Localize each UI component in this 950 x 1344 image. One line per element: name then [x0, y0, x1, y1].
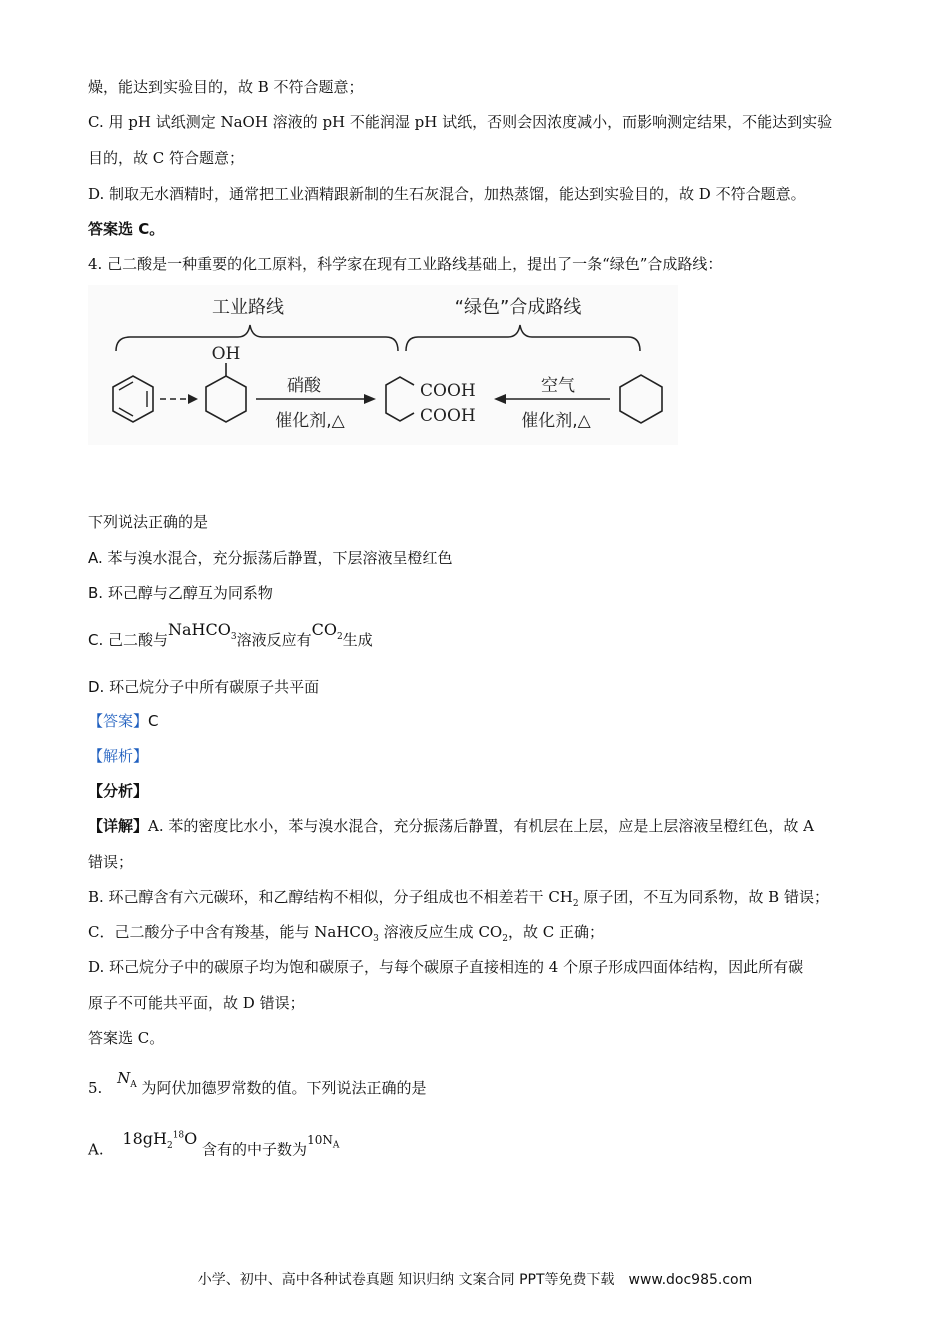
- answer-tag: 【答案】: [88, 712, 149, 730]
- reagent-catalyst-heat-1: 催化剂,△: [275, 411, 345, 431]
- answer-line: 答案选 C。: [88, 220, 165, 238]
- option-a-text: 含有的中子数为: [202, 1140, 308, 1159]
- footer: [0, 1269, 950, 1289]
- cooh-group-top: COOH: [420, 381, 476, 401]
- reagent-air: 空气: [541, 376, 575, 396]
- detail-a-line: [88, 816, 814, 836]
- reagent-catalyst-heat-2: 催化剂,△: [521, 411, 591, 431]
- conclusion-line: 答案选 C。: [88, 1029, 165, 1047]
- fenxi-tag: 【分析】: [88, 782, 149, 800]
- question-4-prompt: 下列说法正确的是: [88, 513, 209, 531]
- oh-group-label: OH: [211, 344, 241, 364]
- q5-option-a: [88, 1129, 340, 1167]
- question-4-stem: 4. 己二酸是一种重要的化工原料，科学家在现有工业路线基础上，提出了一条“绿色”合成路线：: [88, 255, 723, 273]
- text-line: 目的，故 C 符合题意；: [88, 149, 245, 167]
- option-c: [88, 620, 373, 657]
- question-number: 5.: [88, 1079, 103, 1097]
- neutron-count: 10NA: [307, 1133, 340, 1151]
- answer-value: C: [148, 712, 159, 730]
- detail-d-line: D. 环己烷分子中的碳原子均为饱和碳原子，与每个碳原子直接相连的 4 个原子形成四面体结构，因此所有碳: [88, 958, 804, 976]
- h2o18-formula: $18gH_2^{18}O$: [122, 1129, 198, 1152]
- option-c-text: 生成: [342, 631, 373, 649]
- option-a: A. 苯与溴水混合，充分振荡后静置，下层溶液呈橙红色: [88, 549, 453, 567]
- cooh-group-bottom: COOH: [420, 406, 476, 426]
- footer-url[interactable]: www.doc985.com: [628, 1272, 753, 1288]
- detail-b-line: B. 环己醇含有六元碳环，和乙醇结构不相似，分子组成也不相差若干 $CH_2$ 原子团，不互为同系物，故 B 错误；: [88, 888, 829, 909]
- reagent-nitric-acid: 硝酸: [287, 376, 321, 396]
- text-line: C. 用 pH 试纸测定 NaOH 溶液的 pH 不能润湿 pH 试纸，否则会因浓度减小，而影响测定结果，不能达到实验: [88, 113, 833, 131]
- option-d: D. 环己烷分子中所有碳原子共平面: [88, 678, 320, 696]
- synthesis-route-diagram: [88, 285, 678, 445]
- detail-d-line-2: 原子不可能共平面，故 D 错误；: [88, 994, 305, 1012]
- option-label: A.: [88, 1140, 104, 1159]
- detail-a-text: A. 苯的密度比水小，苯与溴水混合，充分振荡后静置，有机层在上层，应是上层溶液呈橙红色，故 A: [148, 817, 814, 835]
- detail-c-line: C．己二酸分子中含有羧基，能与 NaHCO$_3$ 溶液反应生成 $CO_2$，故 C 正确；: [88, 923, 604, 944]
- na-symbol: $N_A$: [117, 1069, 137, 1090]
- option-c-text: 溶液反应有: [236, 631, 312, 649]
- answer-line: [88, 711, 159, 731]
- detail-tag: 【详解】: [88, 817, 149, 835]
- detail-a-line-2: 错误；: [88, 853, 134, 871]
- footer-text: 小学、初中、高中各种试卷真题 知识归纳 文案合同 PPT等免费下载: [197, 1272, 615, 1288]
- question-5-text: 为阿伏加德罗常数的值。下列说法正确的是: [141, 1079, 427, 1097]
- co2-formula: $CO_2$: [311, 620, 343, 643]
- industrial-route-label: 工业路线: [212, 297, 284, 318]
- analysis-tag: 【解析】: [88, 747, 149, 765]
- option-b: B. 环己醇与乙醇互为同系物: [88, 584, 273, 602]
- text-line: D. 制取无水酒精时，通常把工业酒精跟新制的生石灰混合，加热蒸馏，能达到实验目的，故 D 不符合题意。: [88, 185, 806, 203]
- green-route-label: “绿色”合成路线: [454, 297, 582, 318]
- option-c-text: C. 己二酸与: [88, 631, 169, 649]
- text-line: 燥，能达到实验目的，故 B 不符合题意；: [88, 78, 364, 96]
- nahco3-formula: NaHCO$_3$: [168, 620, 237, 643]
- question-5-stem: [88, 1069, 427, 1105]
